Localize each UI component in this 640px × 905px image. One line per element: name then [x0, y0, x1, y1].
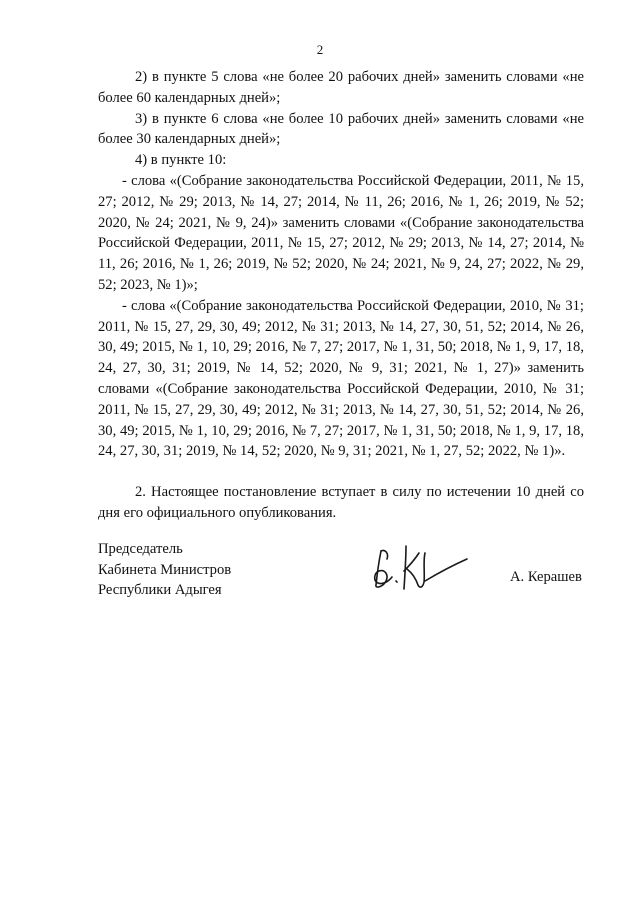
- document-body: [98, 67, 584, 524]
- handwritten-signature: [363, 541, 471, 595]
- page-number: 2: [316, 42, 324, 57]
- signatory-name: А. Керашев: [510, 569, 582, 585]
- amendment-item-3: 3) в пункте 6 слова «не более 10 рабочих дней» заменить словами «не более 30 календарных дней»;: [98, 110, 584, 148]
- amendment-item-4: 4) в пункте 10:: [135, 152, 227, 169]
- amendment-subitem-2: - слова «(Собрание законодательства Российской Федерации, 2010, № 31; 2011, № 15, 27, 29, 30, 49; 2012, № 31; 2013, № 14, 27, 30, 51, 52; 2014, № 26, 30, 49; 2015, № 1, 10, 29; 2016, № 7, 27; 2017, № 1, 31, 50; 2018, № 1, 9, 17, 18, 24, 27, 30, 31; 2019, № 14, 52; 2020, № 9, 31; 2021, № 1, 27)» заменить словами «(Собрание законодательства Российской Федерации, 2010, № 31; 2011, № 15, 27, 29, 30, 49; 2012, № 31; 2013, № 14, 27, 30, 51, 52; 2014, № 26, 30, 49; 2015, № 1, 10, 29; 2016, № 7, 27; 2017, № 1, 31, 50; 2018, № 1, 9, 17, 18, 24, 27, 30, 31; 2019, № 14, 52; 2020, № 9, 31; 2021, № 1, 27, 52; 2022, № 1)».: [98, 297, 584, 460]
- signatory-title-line: Республики Адыгея: [98, 582, 222, 598]
- amendment-item-2: 2) в пункте 5 слова «не более 20 рабочих дней» заменить словами «не более 60 календарных дней»;: [98, 69, 584, 106]
- signatory-title-line: Кабинета Министров: [98, 561, 232, 578]
- signatory-title: [98, 539, 231, 601]
- amendment-subitem-1: - слова «(Собрание законодательства Российской Федерации, 2011, № 15, 27; 2012, № 29; 2013, № 14, 27; 2014, № 11, 26; 2016, № 1, 26; 2019, № 52; 2020, № 24; 2021, № 9, 24)» заменить словами «(Собрание законодательства Российской Федерации, 2011, № 15, 27; 2012, № 29; 2013, № 14, 27; 2014, № 11, 26; 2016, № 1, 26; 2019, № 52; 2020, № 24; 2021, № 9, 24, 27; 2022, № 29, 52; 2023, № 1)»;: [98, 172, 584, 293]
- effective-date-clause: 2. Настоящее постановление вступает в силу по истечении 10 дней со дня его официального опубликования.: [98, 484, 584, 521]
- signatory-title-line: Председатель: [98, 541, 183, 557]
